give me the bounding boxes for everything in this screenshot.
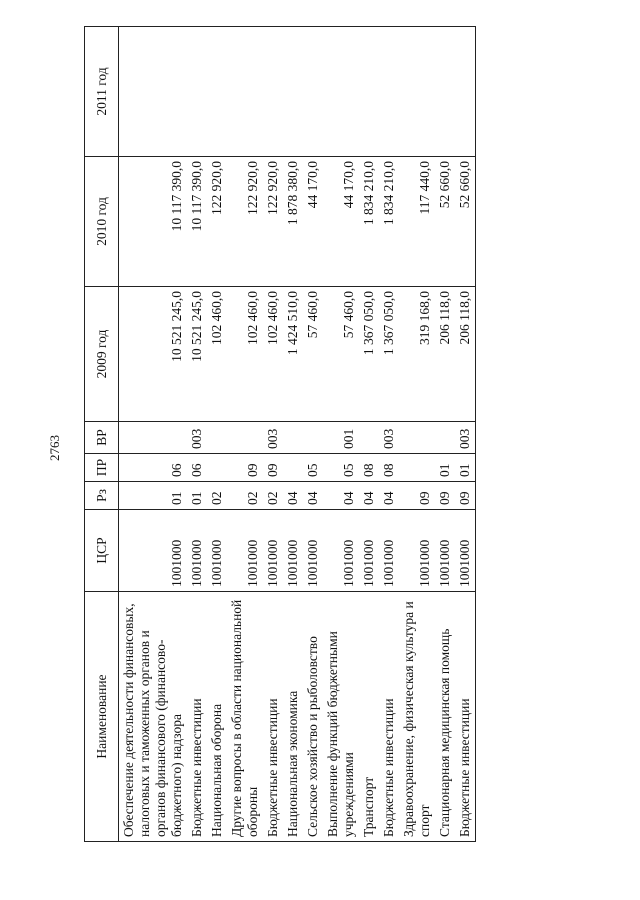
cell-pr bbox=[283, 454, 303, 482]
cell-name: Национальная экономика bbox=[283, 592, 303, 842]
cell-csr: 1001000 bbox=[119, 510, 188, 592]
cell-2011 bbox=[435, 27, 455, 157]
table-row bbox=[379, 27, 399, 842]
cell-name: Здравоохранение, физическая культура и спорт bbox=[399, 592, 435, 842]
cell-rz: 09 bbox=[455, 482, 476, 510]
cell-csr: 1001000 bbox=[399, 510, 435, 592]
cell-csr: 1001000 bbox=[455, 510, 476, 592]
cell-pr: 05 bbox=[303, 454, 323, 482]
cell-pr: 05 bbox=[323, 454, 359, 482]
cell-2011 bbox=[455, 27, 476, 157]
cell-csr: 1001000 bbox=[207, 510, 227, 592]
cell-2011 bbox=[283, 27, 303, 157]
cell-2010: 52 660,0 bbox=[455, 157, 476, 287]
cell-2011 bbox=[207, 27, 227, 157]
cell-2010: 44 170,0 bbox=[323, 157, 359, 287]
table-row bbox=[455, 27, 476, 842]
cell-2009: 319 168,0 bbox=[399, 287, 435, 422]
cell-rz: 04 bbox=[323, 482, 359, 510]
cell-vr bbox=[359, 422, 379, 454]
cell-rz: 04 bbox=[379, 482, 399, 510]
cell-2009: 1 367 050,0 bbox=[359, 287, 379, 422]
cell-csr: 1001000 bbox=[323, 510, 359, 592]
cell-2009: 10 521 245,0 bbox=[187, 287, 207, 422]
table-row bbox=[227, 27, 263, 842]
cell-rz: 01 bbox=[187, 482, 207, 510]
cell-2010: 10 117 390,0 bbox=[119, 157, 188, 287]
cell-2010: 1 834 210,0 bbox=[379, 157, 399, 287]
cell-pr: 06 bbox=[119, 454, 188, 482]
header-2010: 2010 год bbox=[85, 157, 119, 287]
cell-vr bbox=[119, 422, 188, 454]
table-row bbox=[435, 27, 455, 842]
cell-csr: 1001000 bbox=[379, 510, 399, 592]
cell-csr: 1001000 bbox=[187, 510, 207, 592]
cell-vr: 001 bbox=[323, 422, 359, 454]
cell-name: Бюджетные инвестиции bbox=[187, 592, 207, 842]
table-header-row bbox=[85, 27, 119, 842]
cell-pr: 09 bbox=[227, 454, 263, 482]
cell-2009: 1 424 510,0 bbox=[283, 287, 303, 422]
cell-name: Обеспечение деятельности финансовых, налоговых и таможенных органов и органов финансового (финансово-бюджетного) надзора bbox=[119, 592, 188, 842]
cell-2011 bbox=[303, 27, 323, 157]
cell-name: Транспорт bbox=[359, 592, 379, 842]
cell-pr: 09 bbox=[263, 454, 283, 482]
cell-vr: 003 bbox=[379, 422, 399, 454]
cell-2011 bbox=[187, 27, 207, 157]
cell-2010: 52 660,0 bbox=[435, 157, 455, 287]
cell-csr: 1001000 bbox=[359, 510, 379, 592]
cell-csr: 1001000 bbox=[227, 510, 263, 592]
cell-2010: 122 920,0 bbox=[207, 157, 227, 287]
table-row bbox=[303, 27, 323, 842]
header-csr: ЦСР bbox=[85, 510, 119, 592]
cell-pr bbox=[207, 454, 227, 482]
cell-csr: 1001000 bbox=[303, 510, 323, 592]
budget-table bbox=[84, 26, 476, 842]
budget-table-sheet bbox=[84, 27, 564, 842]
table-row bbox=[207, 27, 227, 842]
cell-name: Выполнение функций бюджетными учреждениями bbox=[323, 592, 359, 842]
cell-2010: 1 834 210,0 bbox=[359, 157, 379, 287]
cell-2011 bbox=[359, 27, 379, 157]
header-2011: 2011 год bbox=[85, 27, 119, 157]
cell-name: Бюджетные инвестиции bbox=[263, 592, 283, 842]
cell-rz: 02 bbox=[207, 482, 227, 510]
header-name: Наименование bbox=[85, 592, 119, 842]
cell-name: Бюджетные инвестиции bbox=[455, 592, 476, 842]
cell-name: Национальная оборона bbox=[207, 592, 227, 842]
table-row bbox=[283, 27, 303, 842]
cell-csr: 1001000 bbox=[263, 510, 283, 592]
cell-2009: 102 460,0 bbox=[227, 287, 263, 422]
cell-vr bbox=[399, 422, 435, 454]
cell-2011 bbox=[379, 27, 399, 157]
cell-2010: 10 117 390,0 bbox=[187, 157, 207, 287]
cell-pr: 01 bbox=[455, 454, 476, 482]
rotated-page bbox=[84, 27, 564, 842]
cell-2009: 1 367 050,0 bbox=[379, 287, 399, 422]
header-2009: 2009 год bbox=[85, 287, 119, 422]
header-vr: ВР bbox=[85, 422, 119, 454]
cell-rz: 04 bbox=[303, 482, 323, 510]
header-pr: ПР bbox=[85, 454, 119, 482]
page-number: 2763 bbox=[47, 435, 62, 461]
cell-vr: 003 bbox=[263, 422, 283, 454]
table-row bbox=[359, 27, 379, 842]
cell-2010: 122 920,0 bbox=[227, 157, 263, 287]
cell-rz: 01 bbox=[119, 482, 188, 510]
cell-rz: 09 bbox=[435, 482, 455, 510]
cell-rz: 02 bbox=[227, 482, 263, 510]
cell-csr: 1001000 bbox=[283, 510, 303, 592]
cell-name: Бюджетные инвестиции bbox=[379, 592, 399, 842]
cell-pr bbox=[399, 454, 435, 482]
cell-rz: 04 bbox=[283, 482, 303, 510]
cell-2010: 1 878 380,0 bbox=[283, 157, 303, 287]
cell-2009: 102 460,0 bbox=[207, 287, 227, 422]
cell-2011 bbox=[263, 27, 283, 157]
table-row bbox=[263, 27, 283, 842]
cell-pr: 06 bbox=[187, 454, 207, 482]
cell-vr bbox=[227, 422, 263, 454]
table-row bbox=[119, 27, 188, 842]
cell-2009: 206 118,0 bbox=[455, 287, 476, 422]
cell-2009: 57 460,0 bbox=[303, 287, 323, 422]
cell-vr: 003 bbox=[187, 422, 207, 454]
cell-2011 bbox=[399, 27, 435, 157]
cell-rz: 02 bbox=[263, 482, 283, 510]
cell-2010: 117 440,0 bbox=[399, 157, 435, 287]
cell-2009: 57 460,0 bbox=[323, 287, 359, 422]
table-row bbox=[323, 27, 359, 842]
table-row bbox=[399, 27, 435, 842]
cell-name: Сельское хозяйство и рыболовство bbox=[303, 592, 323, 842]
cell-vr bbox=[435, 422, 455, 454]
cell-vr: 003 bbox=[455, 422, 476, 454]
cell-name: Стационарная медицинская помощь bbox=[435, 592, 455, 842]
cell-2009: 10 521 245,0 bbox=[119, 287, 188, 422]
cell-2010: 122 920,0 bbox=[263, 157, 283, 287]
cell-pr: 08 bbox=[379, 454, 399, 482]
cell-csr: 1001000 bbox=[435, 510, 455, 592]
cell-2011 bbox=[227, 27, 263, 157]
cell-2010: 44 170,0 bbox=[303, 157, 323, 287]
cell-rz: 04 bbox=[359, 482, 379, 510]
cell-name: Другие вопросы в области национальной обороны bbox=[227, 592, 263, 842]
cell-rz: 09 bbox=[399, 482, 435, 510]
cell-pr: 08 bbox=[359, 454, 379, 482]
cell-vr bbox=[283, 422, 303, 454]
cell-vr bbox=[207, 422, 227, 454]
cell-2009: 206 118,0 bbox=[435, 287, 455, 422]
cell-pr: 01 bbox=[435, 454, 455, 482]
header-rz: Рз bbox=[85, 482, 119, 510]
cell-vr bbox=[303, 422, 323, 454]
cell-2011 bbox=[323, 27, 359, 157]
cell-2009: 102 460,0 bbox=[263, 287, 283, 422]
table-row bbox=[187, 27, 207, 842]
cell-2011 bbox=[119, 27, 188, 157]
